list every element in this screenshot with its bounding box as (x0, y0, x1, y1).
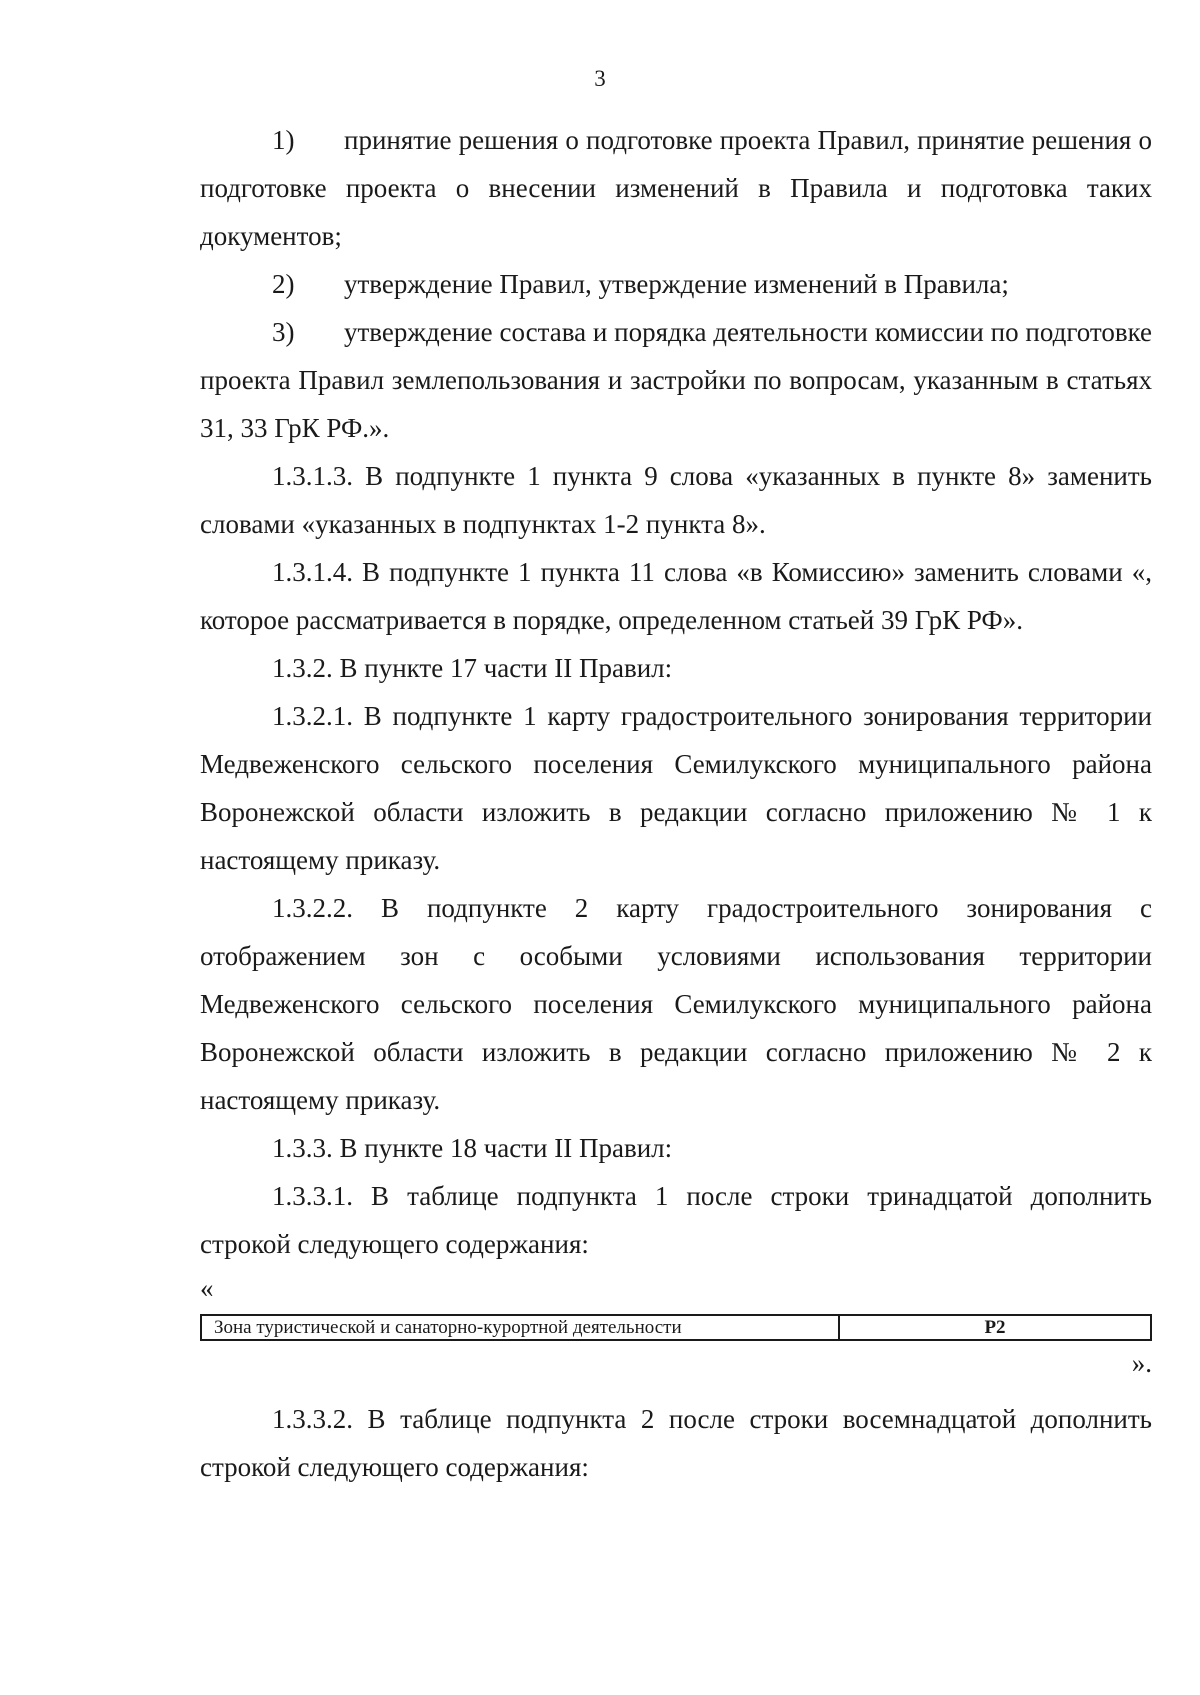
list-item-3 (200, 308, 1152, 452)
paragraph-1-3-1-3: 1.3.1.3. В подпункте 1 пункта 9 слова «указанных в пункте 8» заменить словами «указанных в подпунктах 1-2 пункта 8». (200, 461, 1152, 539)
list-item-number: 2) (272, 269, 295, 299)
list-item-text: утверждение Правил, утверждение изменений в Правила; (344, 269, 1009, 299)
list-item-number: 1) (272, 125, 295, 155)
zone-name-cell: Зона туристической и санаторно-курортной деятельности (201, 1315, 839, 1340)
zone-code-cell: Р2 (839, 1315, 1151, 1340)
list-item-number: 3) (272, 317, 295, 347)
list-item-2 (200, 260, 1152, 308)
document-body (200, 116, 1152, 1491)
opening-quote: « (200, 1273, 214, 1303)
table-row (201, 1315, 1151, 1340)
paragraph-1-3-3-2: 1.3.3.2. В таблице подпункта 2 после строки восемнадцатой дополнить строкой следующего содержания: (200, 1404, 1152, 1482)
spacer (200, 1385, 1152, 1395)
closing-quote: ». (1131, 1348, 1152, 1378)
zone-table (200, 1314, 1152, 1341)
list-item-1 (200, 116, 1152, 260)
paragraph-1-3-1-4: 1.3.1.4. В подпункте 1 пункта 11 слова «в Комиссию» заменить словами «, которое рассматривается в порядке, определенном статьей 39 ГрК РФ». (200, 557, 1152, 635)
paragraph-1-3-2-2: 1.3.2.2. В подпункте 2 карту градостроительного зонирования с отображением зон с особыми условиями использования территории Медвеженского сельского поселения Семилукского муниципального района Воронежской области изложить в редакции согласно приложению № 2 к настоящему приказу. (200, 893, 1152, 1115)
paragraph-1-3-3-1: 1.3.3.1. В таблице подпункта 1 после строки тринадцатой дополнить строкой следующего содержания: (200, 1181, 1152, 1259)
list-item-text: утверждение состава и порядка деятельности комиссии по подготовке проекта Правил землепользования и застройки по вопросам, указанным в статьях 31, 33 ГрК РФ.». (200, 317, 1152, 443)
paragraph-1-3-2: 1.3.2. В пункте 17 части II Правил: (272, 653, 673, 683)
paragraph-1-3-3: 1.3.3. В пункте 18 части II Правил: (272, 1133, 673, 1163)
paragraph-1-3-2-1: 1.3.2.1. В подпункте 1 карту градостроительного зонирования территории Медвеженского сельского поселения Семилукского муниципального района Воронежской области изложить в редакции согласно приложению № 1 к настоящему приказу. (200, 701, 1152, 875)
list-item-text: принятие решения о подготовке проекта Правил, принятие решения о подготовке проекта о внесении изменений в Правила и подготовка таких документов; (200, 125, 1152, 251)
page-number: 3 (594, 66, 606, 91)
